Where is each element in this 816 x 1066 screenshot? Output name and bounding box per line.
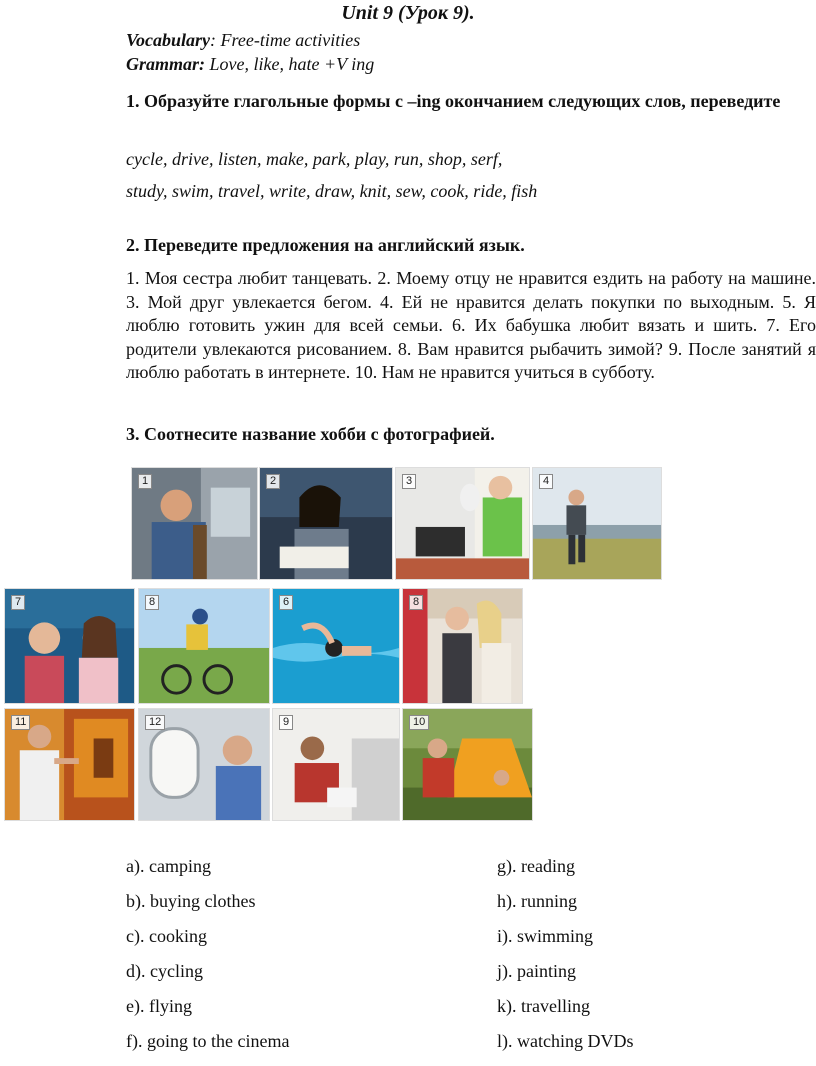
options-left-column [126,856,426,1066]
option-d: d). cycling [126,961,203,981]
options-right-column [497,856,797,1066]
option-i: i). swimming [497,926,594,946]
photo-number: 4 [539,474,553,489]
photo-number: 11 [11,715,30,730]
grammar-value: Love, like, hate +V ing [205,54,375,74]
photo-7-cinema [4,588,135,704]
photo-number: 12 [145,715,165,730]
photo-number: 9 [279,715,293,730]
photo-9-watching-dvds [272,708,400,821]
option-l: l). watching DVDs [497,1031,634,1051]
option-k: k). travelling [497,996,590,1016]
photo-number: 3 [402,474,416,489]
grammar-label: Grammar: [126,54,206,74]
photo-1-travelling [131,467,258,580]
photo-10-camping [402,708,533,821]
photo-3-cooking [395,467,530,580]
option-c: c). cooking [126,926,207,946]
photo-number: 7 [11,595,25,610]
option-f: f). going to the cinema [126,1031,290,1051]
photo-number: 8 [145,595,159,610]
photo-number: 1 [138,474,152,489]
task1-heading: 1. Образуйте глагольные формы с –ing окончанием следующих слов, переведите [126,91,781,111]
photo-4-running [532,467,662,580]
vocabulary-value: : Free-time activities [210,30,361,50]
photo-6-swimming [272,588,400,704]
photo-number: 8 [409,595,423,610]
photo-8-buying-clothes [402,588,523,704]
option-j: j). painting [497,961,576,981]
task2-text: 1. Моя сестра любит танцевать. 2. Моему отцу не нравится ездить на работу на машине. 3. Мой друг увлекается бегом. 4. Ей не нравится делать покупки по выходным. 5. Я люблю готовить ужин для всей семьи. 6. Их бабушка любит вязать и шить. 7. Его родители увлекаются рисованием. 8. Вам нравится рыбачить зимой? 9. После занятий я люблю работать в интернете. 10. Нам не нравится учиться в субботу. [126,268,816,382]
option-g: g). reading [497,856,575,876]
photo-12-flying [138,708,270,821]
photo-11-painting [4,708,135,821]
option-a: a). camping [126,856,211,876]
option-h: h). running [497,891,577,911]
grammar-line [126,54,374,75]
task1-words-line1: cycle, drive, listen, make, park, play, run, shop, serf, [126,149,503,169]
option-b: b). buying clothes [126,891,256,911]
photo-number: 2 [266,474,280,489]
page-title: Unit 9 (Урок 9). [341,2,475,24]
vocabulary-line [126,30,360,51]
photo-number: 10 [409,715,429,730]
task1-words-line2: study, swim, travel, write, draw, knit, sew, cook, ride, fish [126,181,538,201]
photo-2-reading [259,467,393,580]
photo-number: 6 [279,595,293,610]
option-e: e). flying [126,996,192,1016]
task3-heading: 3. Соотнесите название хобби с фотографией. [126,424,495,444]
photo-8-cycling [138,588,270,704]
task2-heading: 2. Переведите предложения на английский язык. [126,235,525,255]
vocabulary-label: Vocabulary [126,30,211,50]
